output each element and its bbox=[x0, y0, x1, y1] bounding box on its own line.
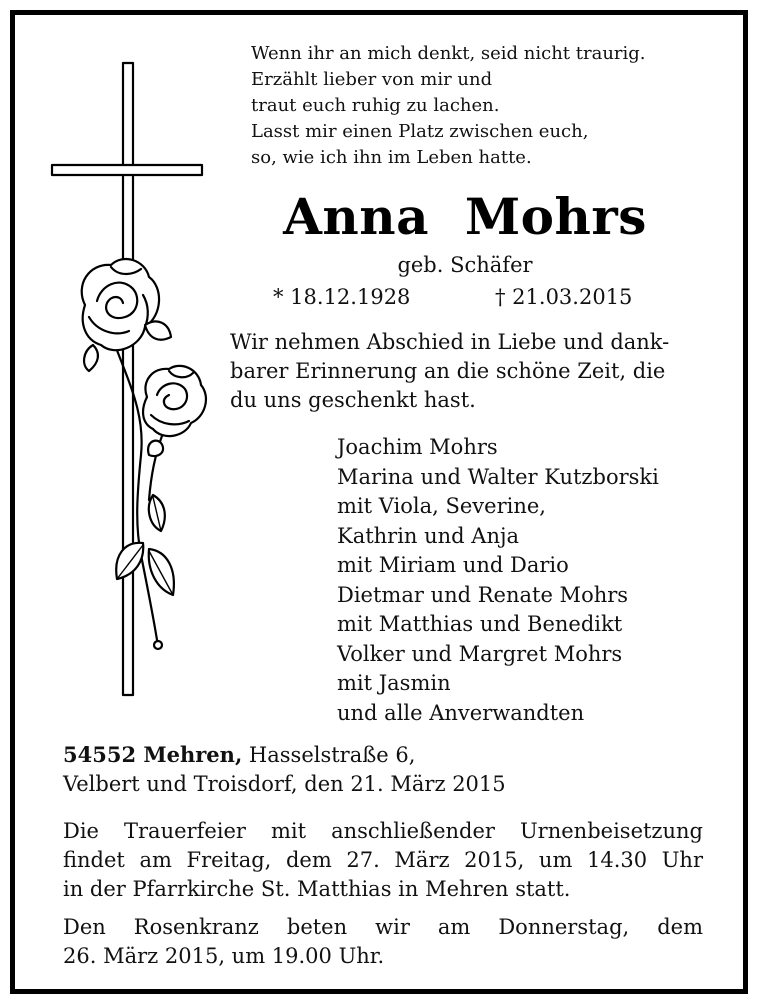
life-dates bbox=[273, 283, 723, 311]
poem-line: Wenn ihr an mich denkt, seid nicht traurig. bbox=[251, 43, 646, 64]
funeral-ceremony-info bbox=[63, 817, 703, 904]
birth-name: geb. Schäfer bbox=[397, 253, 533, 277]
rosary-info bbox=[63, 913, 703, 971]
farewell-line: du uns geschenkt hast. bbox=[230, 388, 476, 412]
list-item: Dietmar und Renate Mohrs bbox=[337, 582, 629, 607]
farewell-line: Wir nehmen Abschied in Liebe und dank- bbox=[230, 330, 670, 354]
ceremony-line: in der Pfarrkirche St. Matthias in Mehren statt. bbox=[63, 877, 571, 901]
ceremony-line: findet am Freitag, dem 27. März 2015, um 14.30 Uhr bbox=[63, 848, 703, 872]
list-item: mit Matthias und Benedikt bbox=[337, 612, 623, 636]
cross-with-roses-icon bbox=[45, 55, 225, 705]
list-item: mit Jasmin bbox=[337, 671, 451, 695]
farewell-text bbox=[230, 328, 710, 415]
poem-line: Lasst mir einen Platz zwischen euch, bbox=[251, 121, 589, 142]
obituary-notice bbox=[10, 10, 748, 994]
street: Hasselstraße 6, bbox=[242, 743, 416, 767]
list-item: mit Viola, Severine, bbox=[337, 494, 546, 518]
rosary-line: Den Rosenkranz beten wir am Donnerstag, dem bbox=[63, 915, 703, 939]
deceased-name: Anna Mohrs bbox=[283, 187, 647, 246]
rosary-line: 26. März 2015, um 19.00 Uhr. bbox=[63, 944, 385, 968]
list-item: mit Miriam und Dario bbox=[337, 553, 569, 577]
death-date: † 21.03.2015 bbox=[495, 285, 633, 309]
list-item: Marina und Walter Kutzborski bbox=[337, 464, 659, 489]
list-item: Volker und Margret Mohrs bbox=[337, 641, 623, 666]
ceremony-line: Die Trauerfeier mit anschließender Urnenbeisetzung bbox=[63, 819, 703, 843]
address-line-2: Velbert und Troisdorf, den 21. März 2015 bbox=[63, 772, 506, 796]
list-item: Joachim Mohrs bbox=[337, 435, 498, 459]
list-item: Kathrin und Anja bbox=[337, 523, 520, 548]
poem-line: traut euch ruhig zu lachen. bbox=[251, 95, 500, 116]
birth-date: * 18.12.1928 bbox=[273, 285, 411, 309]
mourners-list bbox=[337, 433, 737, 728]
poem-verse bbox=[251, 41, 721, 171]
poem-line: Erzählt lieber von mir und bbox=[251, 69, 493, 90]
farewell-line: barer Erinnerung an die schöne Zeit, die bbox=[230, 359, 666, 383]
address-block bbox=[63, 740, 723, 799]
address-line-1 bbox=[63, 740, 723, 770]
poem-line: so, wie ich ihn im Leben hatte. bbox=[251, 147, 532, 168]
list-item: und alle Anverwandten bbox=[337, 700, 585, 725]
postcode-city: 54552 Mehren, bbox=[63, 742, 243, 767]
